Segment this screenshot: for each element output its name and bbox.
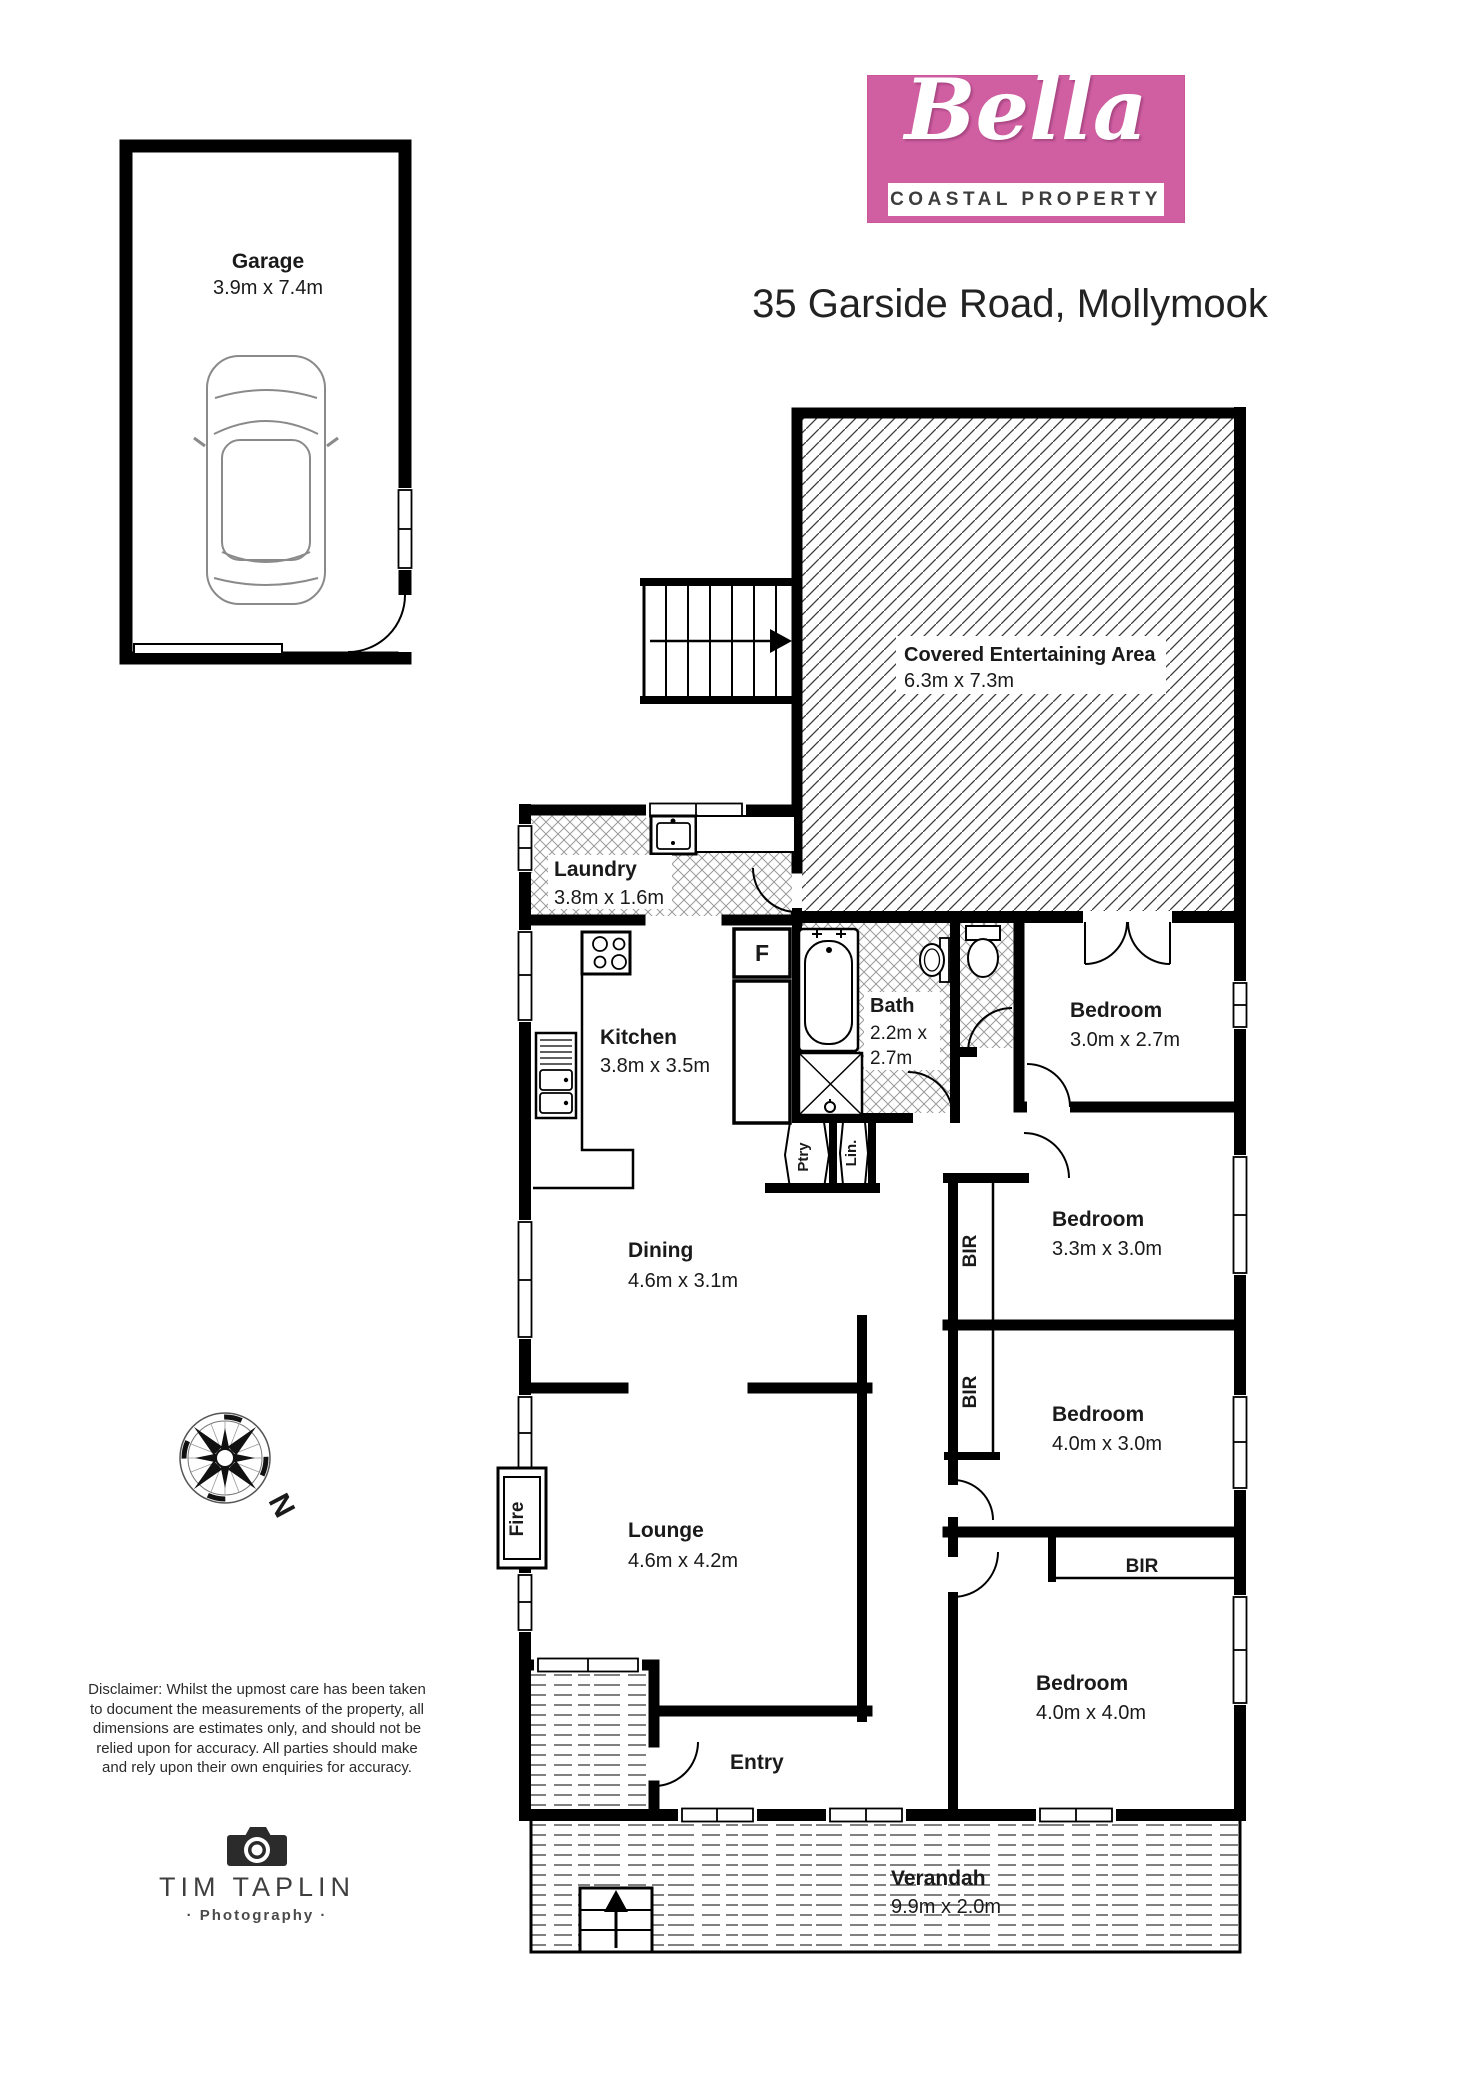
linen-label: Lin. bbox=[843, 1139, 860, 1167]
bir-bed3-label: BIR bbox=[960, 1375, 981, 1409]
kitchen-sink-icon bbox=[536, 1033, 576, 1118]
steps-icon bbox=[580, 1888, 652, 1952]
pantry-label: Ptry bbox=[795, 1142, 812, 1172]
laundry-dims: 3.8m x 1.6m bbox=[554, 887, 665, 909]
shower-icon bbox=[799, 1053, 862, 1115]
garage-dims: 3.9m x 7.4m bbox=[212, 277, 324, 299]
bed3-door-arc bbox=[953, 1480, 993, 1520]
entry-label: Entry bbox=[730, 1751, 784, 1774]
lounge-dims: 4.6m x 4.2m bbox=[628, 1550, 739, 1572]
disclaimer-line: to document the measurements of the property, all bbox=[89, 1700, 425, 1718]
bed1-french-right bbox=[1128, 922, 1170, 964]
toilet-icon bbox=[966, 926, 1000, 977]
kitchen-dims: 3.8m x 3.5m bbox=[600, 1055, 711, 1077]
disclaimer-line: and rely upon their own enquiries for accuracy. bbox=[102, 1759, 412, 1776]
property-address: 35 Garside Road, Mollymook bbox=[752, 282, 1268, 326]
fire-label: Fire bbox=[507, 1501, 528, 1537]
verandah-label: Verandah bbox=[891, 1867, 986, 1890]
entertaining-dims: 6.3m x 7.3m bbox=[904, 670, 1015, 692]
photographer-name: TIM TAPLIN bbox=[158, 1872, 356, 1902]
disclaimer-line: Disclaimer: Whilst the upmost care has been taken bbox=[88, 1681, 426, 1698]
bed1-door-arc bbox=[1027, 1064, 1070, 1107]
bed1-french-left bbox=[1085, 922, 1127, 964]
laundry-label: Laundry bbox=[554, 858, 637, 881]
dining-label: Dining bbox=[628, 1239, 694, 1262]
compass-icon bbox=[180, 1413, 270, 1503]
bathtub-icon bbox=[799, 929, 858, 1051]
bath-dims-2: 2.7m bbox=[870, 1048, 913, 1069]
bedroom1-dims: 3.0m x 2.7m bbox=[1070, 1029, 1181, 1051]
entertaining-label: Covered Entertaining Area bbox=[904, 644, 1156, 666]
entry-door-arc bbox=[654, 1742, 698, 1786]
bath-label: Bath bbox=[870, 995, 915, 1017]
disclaimer-line: dimensions are estimates only, and should not be bbox=[92, 1720, 422, 1737]
bedroom3-label: Bedroom bbox=[1052, 1403, 1145, 1426]
garage-label: Garage bbox=[231, 250, 305, 273]
lounge-label: Lounge bbox=[628, 1519, 704, 1542]
stairs-icon bbox=[650, 586, 792, 696]
bir-bed4-label: BIR bbox=[1125, 1556, 1159, 1577]
garage-walls bbox=[126, 146, 405, 658]
bed4-door-arc bbox=[953, 1552, 998, 1597]
brand-name: Bella bbox=[904, 60, 1148, 159]
camera-icon bbox=[225, 1826, 289, 1868]
bedroom1-label: Bedroom bbox=[1070, 999, 1163, 1022]
dining-dims: 4.6m x 3.1m bbox=[628, 1270, 739, 1292]
disclaimer-text bbox=[77, 1680, 437, 1778]
porch-deck bbox=[531, 1671, 649, 1810]
laundry-sink-icon bbox=[651, 816, 696, 854]
photographer-tagline: · Photography · bbox=[186, 1907, 328, 1924]
garage-roller-door bbox=[134, 644, 282, 654]
bedroom2-label: Bedroom bbox=[1052, 1208, 1145, 1231]
bed2-door-arc bbox=[1024, 1133, 1069, 1178]
brand-tagline: COASTAL PROPERTY bbox=[890, 188, 1162, 210]
kitchen-label: Kitchen bbox=[600, 1026, 678, 1049]
laundry-bench bbox=[696, 816, 795, 852]
compass-north-label: N bbox=[261, 1488, 302, 1523]
bedroom4-dims: 4.0m x 4.0m bbox=[1036, 1702, 1147, 1724]
verandah-dims: 9.9m x 2.0m bbox=[891, 1896, 1002, 1918]
bedroom3-dims: 4.0m x 3.0m bbox=[1052, 1433, 1163, 1455]
bir-bed2-label: BIR bbox=[960, 1234, 981, 1268]
bedroom4-label: Bedroom bbox=[1036, 1672, 1129, 1695]
disclaimer-line: relied upon for accuracy. All parties should make bbox=[96, 1739, 418, 1757]
bedroom2-dims: 3.3m x 3.0m bbox=[1052, 1238, 1163, 1260]
stove-icon bbox=[582, 932, 630, 974]
bath-dims-1: 2.2m x bbox=[870, 1023, 928, 1044]
photographer-mark bbox=[107, 1826, 407, 1924]
fridge-label: F bbox=[754, 940, 770, 966]
